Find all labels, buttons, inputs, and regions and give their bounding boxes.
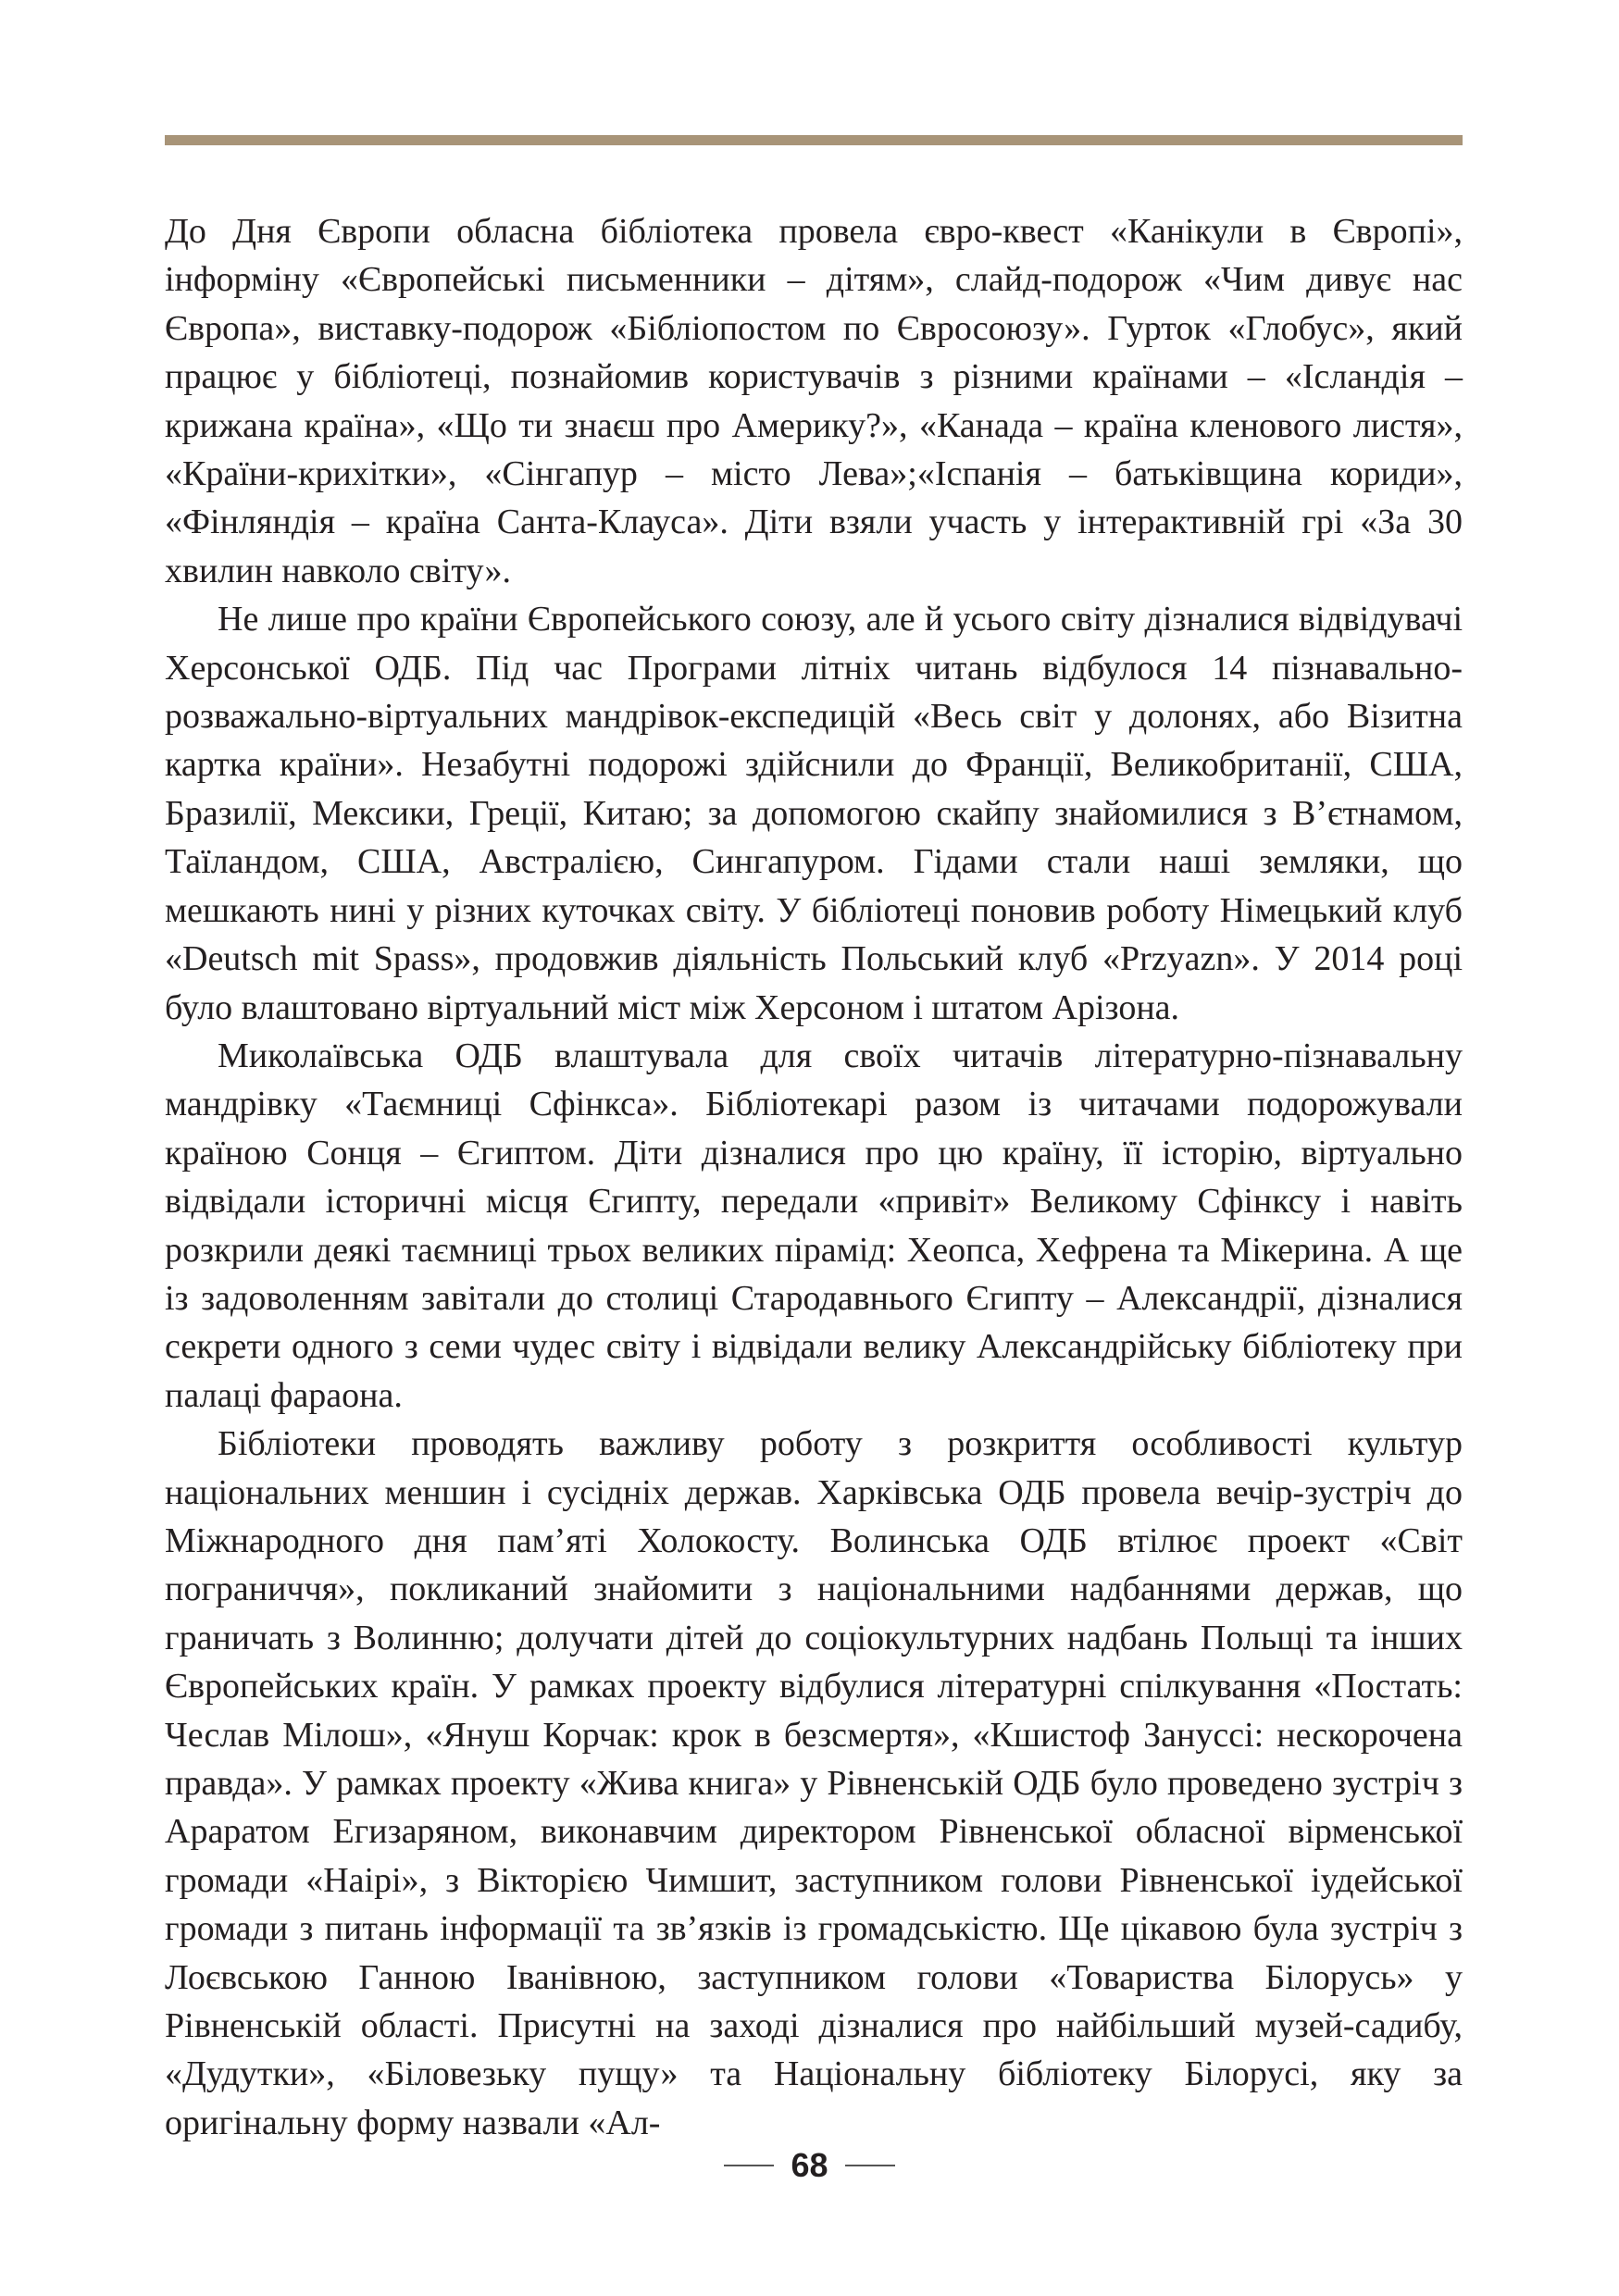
body-text (165, 207, 1463, 2147)
footer-dash-right (845, 2165, 895, 2166)
paragraph-2: Не лише про країни Європейського союзу, але й усього світу дізналися відвідувачі Херсонської ОДБ. Під час Програми літніх читань відбулося 14 пізнавально-розважально-віртуальних мандрівок-експедицій «Весь світ у долонях, або Візитна картка країни». Незабутні подорожі здійснили до Франції, Великобританії, США, Бразилії, Мексики, Греції, Китаю; за допомогою скайпу знайомилися з В’єтнамом, Таїландом, США, Австралією, Сингапуром. Гідами стали наші земляки, що мешкають нині у різних куточках світу. У бібліотеці поновив роботу Німецький клуб «Deutsch mit Spass», продовжив діяльність Польський клуб «Przyazn». У 2014 році було влаштовано віртуальний міст між Херсоном і штатом Арізона. (165, 600, 1463, 1027)
paragraph-3: Миколаївська ОДБ влаштувала для своїх читачів літературно-пізнавальну мандрівку «Таємниці Сфінкса». Бібліотекарі разом із читачами подорожували країною Сонця – Єгиптом. Діти дізналися про цю країну, її історію, віртуально відвідали історичні місця Єгипту, передали «привіт» Великому Сфінксу і навіть розкрили деякі таємниці трьох великих пірамід: Хеопса, Хефрена та Мікерина. А ще із задоволенням завітали до столиці Стародавнього Єгипту – Александрії, дізналися секрети одного з семи чудес світу і відвідали велику Александрійську бібліотеку при палаці фараона. (165, 1036, 1463, 1415)
paragraph-4: Бібліотеки проводять важливу роботу з розкриття особливості культур національних меншин і сусідніх держав. Харківська ОДБ провела вечір-зустріч до Міжнародного дня пам’яті Холокосту. Волинська ОДБ втілює проект «Світ пограниччя», покликаний знайомити з національними надбаннями держав, що граничать з Волинню; долучати дітей до соціокультурних надбань Польщі та інших Європейських країн. У рамках проекту відбулися літературні спілкування «Постать: Чеслав Мілош», «Януш Корчак: крок в безсмертя», «Кшистоф Зануссі: нескорочена правда». У рамках проекту «Жива книга» у Рівненській ОДБ було проведено зустріч з Араратом Егизаряном, виконавчим директором Рівненської обласної вірменської громади «Наірі», з Вікторією Чимшит, заступником голови Рівненської іудейської громади з питань інформації та зв’язків із громадськістю. Ще цікавою була зустріч з Лоєвською Ганною Іванівною, заступником голови «Товариства Білорусь» у Рівненській області. Присутні на заході дізналися про найбільший музей-садибу, «Дудутки», «Біловезьку пущу» та Національну бібліотеку Білорусі, яку за оригінальну форму назвали «Ал- (165, 1424, 1463, 2142)
top-rule (165, 135, 1463, 145)
paragraph-1: До Дня Європи обласна бібліотека провела євро-квест «Канікули в Європі», інформіну «Європейські письменники – дітям», слайд-подорож «Чим дивує нас Європа», виставку-подорож «Бібліопостом по Євросоюзу». Гурток «Глобус», який працює у бібліотеці, познайомив користувачів з різними країнами – «Ісландія – крижана країна», «Що ти знаєш про Америку?», «Канада – країна кленового листя», «Країни-крихітки», «Сінгапур – місто Лева»;«Іспанія – батьківщина кориди», «Фінляндія – країна Санта-Клауса». Діти взяли участь у інтерактивній грі «За 30 хвилин навколо світу». (165, 212, 1463, 590)
page-footer (0, 2138, 1619, 2193)
footer-dash-left (724, 2165, 774, 2166)
page-number: 68 (791, 2146, 828, 2184)
